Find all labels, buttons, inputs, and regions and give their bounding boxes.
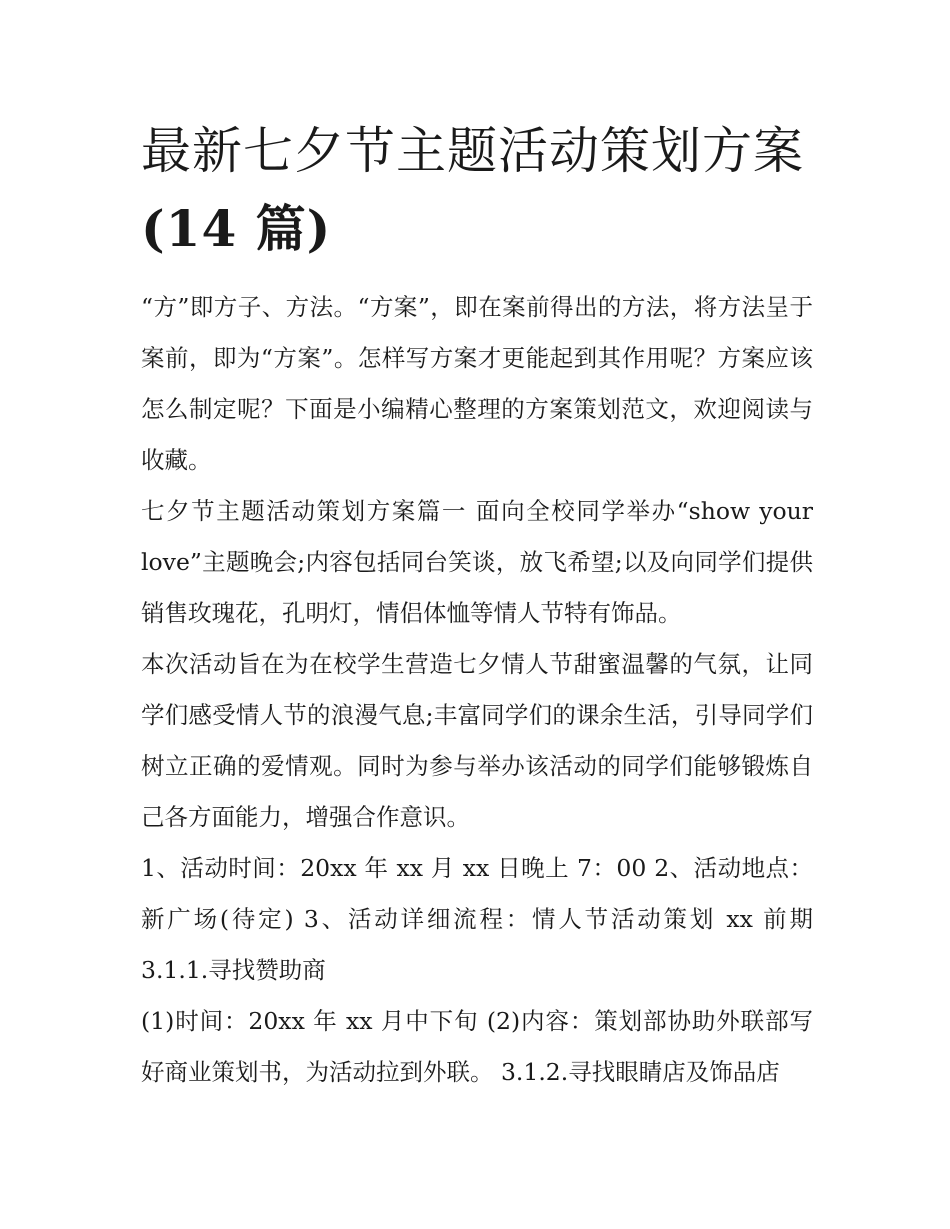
paragraph-intro: “方”即方子、方法。“方案”，即在案前得出的方法，将方法呈于案前，即为“方案”。怎样写方案才更能起到其作用呢？方案应该怎么制定呢？下面是小编精心整理的方案策划范文，欢迎阅读与收藏。 [141,293,813,474]
paragraph-schedule: 1、活动时间：20xx 年 xx 月 xx 日晚上 7：00 2、活动地点：新广场(待定) 3、活动详细流程：情人节活动策划 xx 前期 3.1.1.寻找赞助商 [141,854,813,984]
title-main: 最新七夕节主题活动策划方案 [141,122,804,180]
title-count: (14 篇) [141,199,332,258]
paragraph-section-one: 七夕节主题活动策划方案篇一 面向全校同学举办“show your love”主题晚会;内容包括同台笑谈，放飞希望;以及向同学们提供销售玫瑰花，孔明灯，情侣体恤等情人节特有饰品。 [141,497,813,627]
document-page [141,112,813,1098]
paragraph-details: (1)时间：20xx 年 xx 月中下旬 (2)内容：策划部协助外联部写好商业策划书，为活动拉到外联。 3.1.2.寻找眼睛店及饰品店 [141,1007,813,1086]
document-title [141,112,813,268]
paragraph-purpose: 本次活动旨在为在校学生营造七夕情人节甜蜜温馨的气氛，让同学们感受情人节的浪漫气息;丰富同学们的课余生活，引导同学们树立正确的爱情观。同时为参与举办该活动的同学们能够锻炼自己各方面能力，增强合作意识。 [141,650,813,831]
